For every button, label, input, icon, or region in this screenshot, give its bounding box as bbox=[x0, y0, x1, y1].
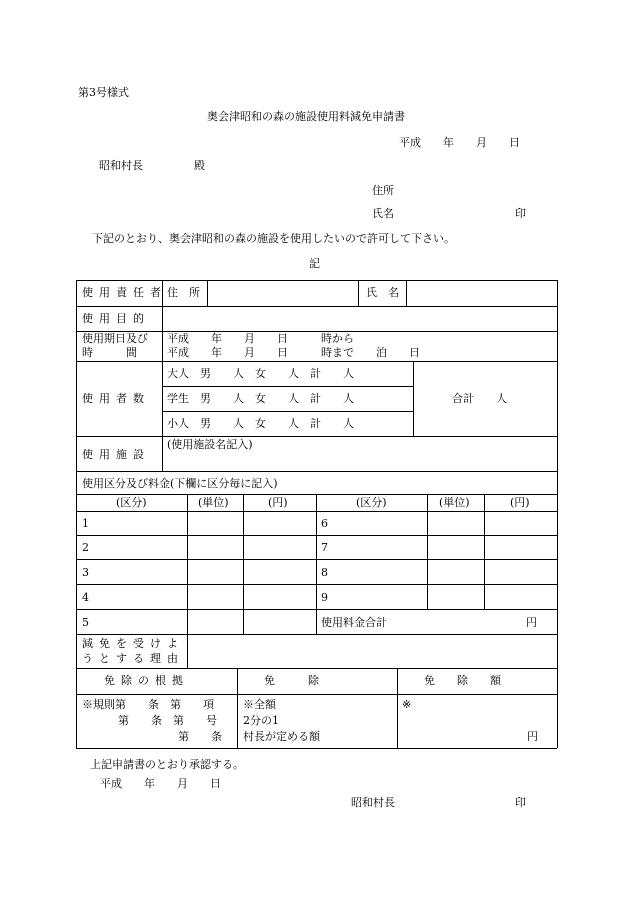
period-label-line1: 使用期日及び bbox=[82, 332, 148, 345]
row-number: 9 bbox=[321, 591, 328, 604]
purpose-label: 使用目的 bbox=[82, 312, 150, 325]
addressee: 昭和村長 bbox=[99, 159, 143, 172]
intro-text: 下記のとおり、奥会津昭和の森の施設を使用したいので許可して下さい。 bbox=[92, 232, 455, 245]
col-category-right: (区分) bbox=[356, 496, 387, 509]
basis-line-3: 第 条 bbox=[178, 730, 222, 743]
users-child: 小人 男 人 女 人 計 人 bbox=[167, 417, 354, 430]
address-label: 住所 bbox=[372, 184, 394, 197]
name-field-label: 氏 名 bbox=[366, 286, 399, 299]
form-number: 第3号様式 bbox=[78, 86, 129, 99]
approval-seal: 印 bbox=[515, 796, 526, 809]
col-unit-left: (単位) bbox=[198, 496, 229, 509]
reason-label-line2: うとする理由 bbox=[82, 652, 184, 665]
col-yen-right: (円) bbox=[510, 496, 530, 509]
category-header: 使用区分及び料金(下欄に区分毎に記入) bbox=[82, 477, 278, 490]
users-adult: 大人 男 人 女 人 計 人 bbox=[167, 367, 354, 380]
row-number: 2 bbox=[82, 541, 89, 554]
approval-signer: 昭和村長 bbox=[351, 796, 395, 809]
users-total: 合計 人 bbox=[452, 392, 507, 405]
application-date: 平成 年 月 日 bbox=[399, 136, 520, 149]
fee-total-label: 使用料金合計 bbox=[321, 616, 387, 629]
row-number: 4 bbox=[82, 591, 89, 604]
exempt-header: 免 除 bbox=[264, 674, 319, 687]
col-unit-right: (単位) bbox=[439, 496, 470, 509]
period-to: 平成 年 月 日 時まで 泊 日 bbox=[167, 346, 420, 359]
users-label: 使用者数 bbox=[82, 392, 150, 405]
address-field-label: 住 所 bbox=[167, 286, 200, 299]
amount-unit: 円 bbox=[527, 730, 538, 743]
basis-line-2: 第 条 第 号 bbox=[118, 714, 217, 727]
row-number: 7 bbox=[321, 541, 328, 554]
period-from: 平成 年 月 日 時から bbox=[167, 332, 354, 345]
period-label-line2: 時 間 bbox=[82, 346, 137, 359]
facility-label: 使用施設 bbox=[82, 448, 150, 461]
col-yen-left: (円) bbox=[268, 496, 288, 509]
ki-mark: 記 bbox=[309, 257, 320, 270]
facility-note: (使用施設名記入) bbox=[167, 438, 253, 451]
exempt-line-2: 2分の1 bbox=[243, 714, 279, 727]
users-student: 学生 男 人 女 人 計 人 bbox=[167, 392, 354, 405]
row-number: 8 bbox=[321, 566, 328, 579]
applicant-seal: 印 bbox=[515, 207, 526, 220]
approval-date: 平成 年 月 日 bbox=[100, 777, 221, 790]
basis-header: 免除の根拠 bbox=[104, 674, 189, 687]
amount-mark: ※ bbox=[402, 698, 412, 711]
basis-line-1: ※規則第 条 第 項 bbox=[82, 698, 214, 711]
row-number: 1 bbox=[82, 517, 89, 530]
reason-label-line1: 減免を受けよ bbox=[82, 637, 184, 650]
exempt-line-3: 村長が定める額 bbox=[243, 730, 320, 743]
honorific: 殿 bbox=[194, 159, 205, 172]
approval-text: 上記申請書のとおり承認する。 bbox=[90, 758, 244, 771]
responsible-label: 使用責任者 bbox=[82, 286, 167, 299]
document-title: 奥会津昭和の森の施設使用料減免申請書 bbox=[207, 110, 405, 123]
exempt-line-1: ※全額 bbox=[243, 698, 276, 711]
row-number: 3 bbox=[82, 566, 89, 579]
row-number: 5 bbox=[82, 616, 89, 629]
fee-total-unit: 円 bbox=[526, 616, 537, 629]
name-label: 氏名 bbox=[372, 207, 394, 220]
row-number: 6 bbox=[321, 517, 328, 530]
col-category-left: (区分) bbox=[116, 496, 147, 509]
exempt-amount-header: 免 除 額 bbox=[424, 674, 501, 687]
